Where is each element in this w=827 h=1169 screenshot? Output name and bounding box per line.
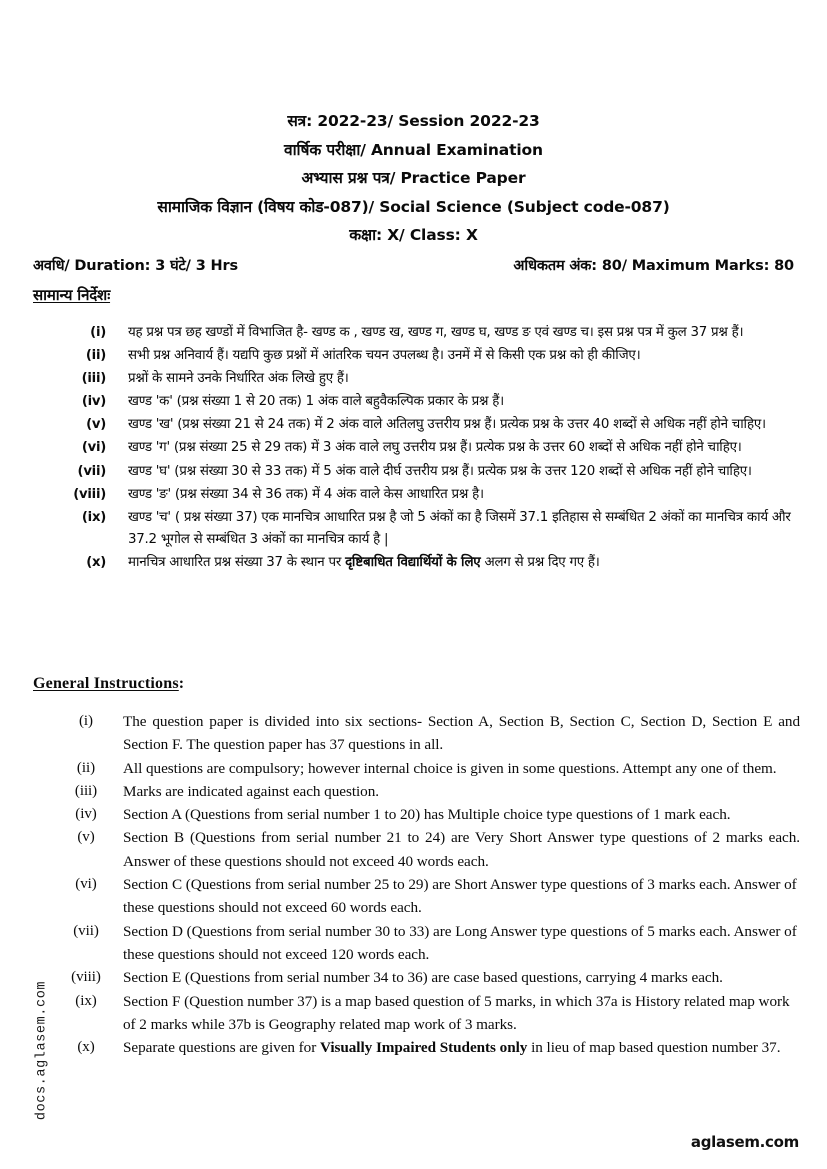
list-item-text: यह प्रश्न पत्र छह खण्डों में विभाजित है- खण्ड क , खण्ड ख, खण्ड ग, खण्ड घ, खण्ड ङ एवं खण्ड च। इस प्रश्न पत्र में कुल 37 प्रश्न हैं। (128, 325, 744, 340)
list-item-number: (iii) (74, 782, 98, 799)
list-item-number: (ix) (81, 509, 106, 525)
header-line-subject: सामाजिक विज्ञान (विषय कोड-087)/ Social Science (Subject code-087) (157, 197, 670, 216)
paper-header (0, 107, 827, 250)
list-item (60, 757, 800, 780)
list-item-number: (viii) (71, 969, 101, 986)
list-item-text: खण्ड 'घ' (प्रश्न संख्या 30 से 33 तक) में 5 अंक वाले दीर्घ उत्तरीय प्रश्न हैं। प्रत्येक प्रश्न के उत्तर 120 शब्दों से अधिक नहीं होने चाहिए। (128, 463, 752, 479)
list-item-number: (ii) (76, 759, 96, 776)
list-item-text: खण्ड 'च' ( प्रश्न संख्या 37) एक मानचित्र आधारित प्रश्न है जो 5 अंकों का है जिसमें 37.1 इतिहास से सम्बंधित 2 अंकों का मानचित्र कार्य और 37.2 भूगोल से सम्बंधित 3 अंकों का मानचित्र कार्य है | (128, 509, 791, 548)
list-item (60, 368, 800, 391)
english-instructions-list (60, 710, 800, 1059)
list-item (60, 966, 800, 989)
list-item (60, 414, 800, 437)
text-segment: मानचित्र आधारित प्रश्न संख्या 37 के स्थान पर (128, 555, 346, 571)
list-item-text: सभी प्रश्न अनिवार्य हैं। यद्यपि कुछ प्रश्नों में आंतरिक चयन उपलब्ध है। उनमें में से किसी एक प्रश्न को ही कीजिए। (128, 348, 641, 364)
list-item (60, 345, 800, 368)
emphasis-visually-impaired: दृष्टिबाधित विद्यार्थियों के लिए (345, 555, 481, 571)
list-item-number: (x) (77, 1039, 95, 1056)
english-instructions-heading (33, 675, 184, 693)
header-line-paper-type: अभ्यास प्रश्न पत्र/ Practice Paper (301, 169, 526, 187)
list-item-text (112, 1036, 800, 1059)
list-item-number: (iv) (75, 806, 97, 823)
list-item-number: (vi) (75, 876, 97, 893)
text-segment: in lieu of map based question number 37. (527, 1039, 781, 1057)
list-item-number: (i) (90, 325, 106, 340)
hindi-instructions-list (60, 322, 800, 576)
list-item-number: (vii) (77, 463, 106, 479)
header-line-session: सत्र: 2022-23/ Session 2022-23 (287, 112, 540, 130)
list-item-number: (iii) (81, 371, 106, 387)
list-item-number: (ix) (75, 992, 97, 1009)
hindi-instructions-heading: सामान्य निर्देशः (33, 286, 111, 304)
list-item (60, 710, 800, 757)
list-item-text (106, 552, 800, 575)
list-item-number: (x) (86, 555, 106, 571)
list-item (60, 920, 800, 967)
list-item (60, 322, 800, 345)
list-item (60, 1036, 800, 1059)
list-item-text: All questions are compulsory; however internal choice is given in some questions. Attempt any one of them. (123, 759, 777, 777)
list-item-text: खण्ड 'ङ' (प्रश्न संख्या 34 से 36 तक) में 4 अंक वाले केस आधारित प्रश्न है। (128, 486, 484, 502)
list-item (60, 461, 800, 484)
header-line-exam: वार्षिक परीक्षा/ Annual Examination (284, 140, 543, 159)
list-item-text: प्रश्नों के सामने उनके निर्धारित अंक लिखे हुए हैं। (128, 371, 349, 387)
list-item-text: Section D (Questions from serial number 30 to 33) are Long Answer type questions of 5 marks each. Answer of these questions should not exceed 120 words each. (123, 922, 797, 963)
side-watermark-docs-aglasem: docs.aglasem.com (34, 980, 50, 1121)
list-item (60, 484, 800, 507)
list-item-text: Section C (Questions from serial number 25 to 29) are Short Answer type questions of 3 marks each. Answer of these questions should not exceed 60 words each. (123, 876, 797, 917)
list-item-text: Marks are indicated against each question. (123, 782, 379, 800)
emphasis-visually-impaired: Visually Impaired Students only (319, 1039, 528, 1057)
maximum-marks-label: अधिकतम अंक: 80/ Maximum Marks: 80 (513, 258, 794, 274)
english-heading-colon: : (178, 675, 185, 692)
english-heading-text: General Instructions (33, 675, 179, 692)
list-item (60, 780, 800, 803)
list-item-text: खण्ड 'क' (प्रश्न संख्या 1 से 20 तक) 1 अंक वाले बहुवैकल्पिक प्रकार के प्रश्न हैं। (128, 394, 504, 410)
list-item (60, 552, 800, 575)
list-item (60, 437, 800, 460)
list-item (60, 826, 800, 873)
list-item-text: खण्ड 'ग' (प्रश्न संख्या 25 से 29 तक) में 3 अंक वाले लघु उत्तरीय प्रश्न हैं। प्रत्येक प्रश्न के उत्तर 60 शब्दों से अधिक नहीं होने चाहिए। (128, 440, 742, 456)
list-item (60, 507, 800, 552)
header-line-class: कक्षा: X/ Class: X (349, 226, 478, 244)
list-item-text: Section B (Questions from serial number 21 to 24) are Very Short Answer type questions of 2 marks each. Answer of these questions should not exceed 40 words each. (123, 829, 800, 870)
list-item-text: Section A (Questions from serial number 1 to 20) has Multiple choice type questions of 1 mark each. (123, 806, 731, 824)
list-item (60, 803, 800, 826)
list-item-number: (vi) (81, 440, 106, 456)
duration-marks-row (33, 255, 794, 275)
duration-label: अवधि/ Duration: 3 घंटे/ 3 Hrs (33, 258, 238, 274)
brand-logo-aglasem: aglasem.com (690, 1133, 799, 1151)
list-item (60, 990, 800, 1037)
list-item-number: (v) (77, 829, 95, 846)
text-segment: Separate questions are given for (123, 1039, 320, 1057)
list-item-number: (iv) (81, 394, 106, 410)
list-item-number: (ii) (85, 348, 106, 364)
list-item (60, 873, 800, 920)
list-item-number: (v) (86, 417, 106, 433)
list-item-number: (viii) (73, 486, 106, 502)
list-item-number: (i) (78, 713, 93, 729)
list-item-text: The question paper is divided into six sections- Section A, Section B, Section C, Section D, Section E and Section F. The question paper has 37 questions in all. (123, 713, 800, 754)
text-segment: अलग से प्रश्न दिए गए हैं। (480, 555, 600, 571)
list-item-text: Section F (Question number 37) is a map based question of 5 marks, in which 37a is History related map work of 2 marks while 37b is Geography related map work of 3 marks. (123, 992, 790, 1033)
list-item-text: खण्ड 'ख' (प्रश्न संख्या 21 से 24 तक) में 2 अंक वाले अतिलघु उत्तरीय प्रश्न हैं। प्रत्येक प्रश्न के उत्तर 40 शब्दों से अधिक नहीं होने चाहिए। (128, 417, 766, 433)
list-item (60, 391, 800, 414)
list-item-number: (vii) (73, 922, 99, 939)
list-item-text: Section E (Questions from serial number 34 to 36) are case based questions, carrying 4 marks each. (123, 969, 723, 987)
